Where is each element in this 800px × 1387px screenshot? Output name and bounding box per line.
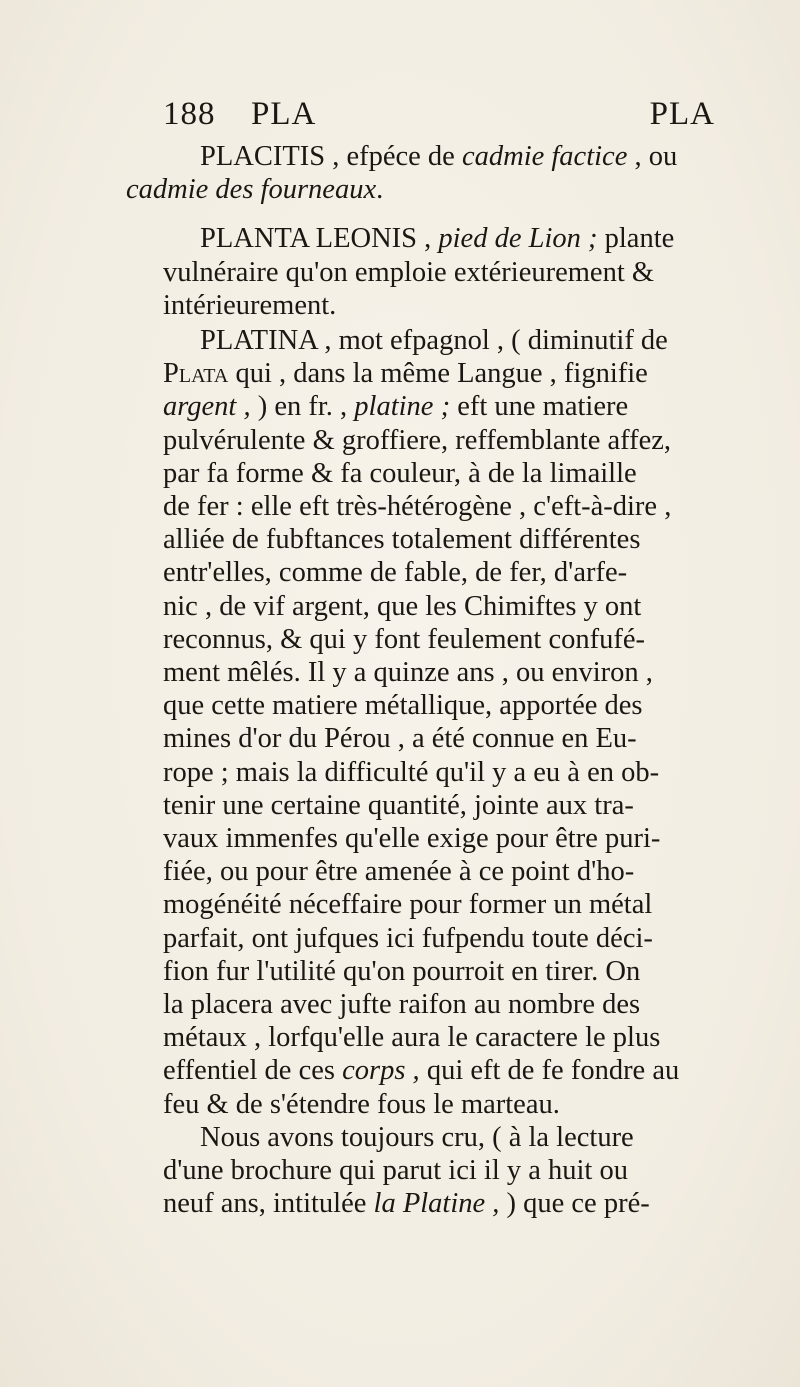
entry-line: ment mêlés. Il y a quinze ans , ou environ , [163,657,653,689]
entry-text: neuf ans, intitulée [163,1188,374,1220]
left-running-head: PLA [251,96,317,132]
entry-text: ) que ce pré- [499,1188,650,1220]
entry-line: par fa forme & fa couleur, à de la limaille [163,457,637,489]
entry-term: PLATINA [200,325,318,357]
entry-line: vaux immenfes qu'elle exige pour être puri- [163,823,661,855]
entry-line: rope ; mais la difficulté qu'il y a eu à en ob- [163,756,660,788]
entry-line [163,140,791,173]
italic-text: cadmie factice [461,141,628,172]
page-number: 188 [163,96,216,132]
entry-line: fiée, ou pour être amenée à ce point d'ho- [163,856,635,888]
entry-line: nic , de vif argent, que les Chimiftes y ont [163,590,642,622]
entry-line: d'une brochure qui parut ici il y a huit ou [163,1155,628,1187]
entry-line: Nous avons toujours cru, ( à la lecture [200,1121,634,1153]
italic-text: corps , [342,1055,420,1087]
entry-line: mines d'or du Pérou , a été connue en Eu- [163,723,637,755]
entry-line: feu & de s'étendre fous le marteau. [163,1088,560,1120]
paragraph-gap [163,206,791,222]
entry-line [126,1187,791,1220]
entry-line: que cette matiere métallique, apportée des [163,690,643,722]
entry-term: PLANTA LEONIS [200,223,418,255]
entry-line: tenir une certaine quantité, jointe aux tra- [163,789,634,821]
running-header [163,96,715,140]
entry-text: eft une matiere [450,391,629,423]
italic-text: argent , [163,391,251,423]
entry-line [163,324,791,357]
entry-text: , mot efpagnol , ( diminutif de [317,325,668,357]
entry-text: ) en fr. , [250,391,355,423]
entry-platina [163,324,791,1121]
entry-text: qui , dans la même Langue , fignifie [228,358,648,390]
entry-line [126,357,791,390]
entry-line [163,222,791,255]
entry-text: plante [597,223,675,255]
entry-line [126,390,791,423]
entry-text: , ou [627,141,678,172]
entry-line [126,173,791,206]
entry-text: , efpéce de [325,141,462,172]
entry-line: intérieurement. [163,289,337,321]
right-running-head: PLA [649,96,715,132]
entry-text: qui eft de fe fondre au [419,1055,680,1087]
entry-line: de fer : elle eft très-hétérogène , c'eft-à-dire , [163,491,672,523]
entry-line: pulvérulente & groffiere, reffemblante affez, [163,424,672,456]
italic-text: pied de Lion ; [438,223,598,255]
entry-line: la placera avec jufte raifon au nombre des [163,989,641,1021]
paragraph-nous-avons [163,1121,791,1221]
entry-line [126,1054,791,1087]
entry-text: effentiel de ces [163,1055,343,1087]
page-body [126,140,791,1221]
entry-text: , [417,223,439,255]
entry-line: reconnus, & qui y font feulement confufé- [163,623,645,655]
italic-text: la Platine , [373,1188,500,1220]
small-caps-text: Plata [163,358,229,390]
entry-line: alliée de fubftances totalement différentes [163,524,641,556]
entry-placitis [126,140,791,206]
entry-line: mogénéité néceffaire pour former un métal [163,889,653,921]
entry-line: vulnéraire qu'on emploie extérieurement & [163,256,655,288]
entry-term: PLACITIS [200,141,326,172]
italic-text: platine ; [354,391,451,423]
entry-line: métaux , lorfqu'elle aura le caractere le plus [163,1022,661,1054]
italic-text: cadmie des fourneaux [126,174,377,206]
entry-text: . [376,174,384,206]
entry-line: fion fur l'utilité qu'on pourroit en tirer. On [163,955,641,987]
entry-planta-leonis [163,222,791,322]
entry-line: parfait, ont jufques ici fufpendu toute déci- [163,922,653,954]
entry-line: entr'elles, comme de fable, de fer, d'arfe- [163,557,628,589]
